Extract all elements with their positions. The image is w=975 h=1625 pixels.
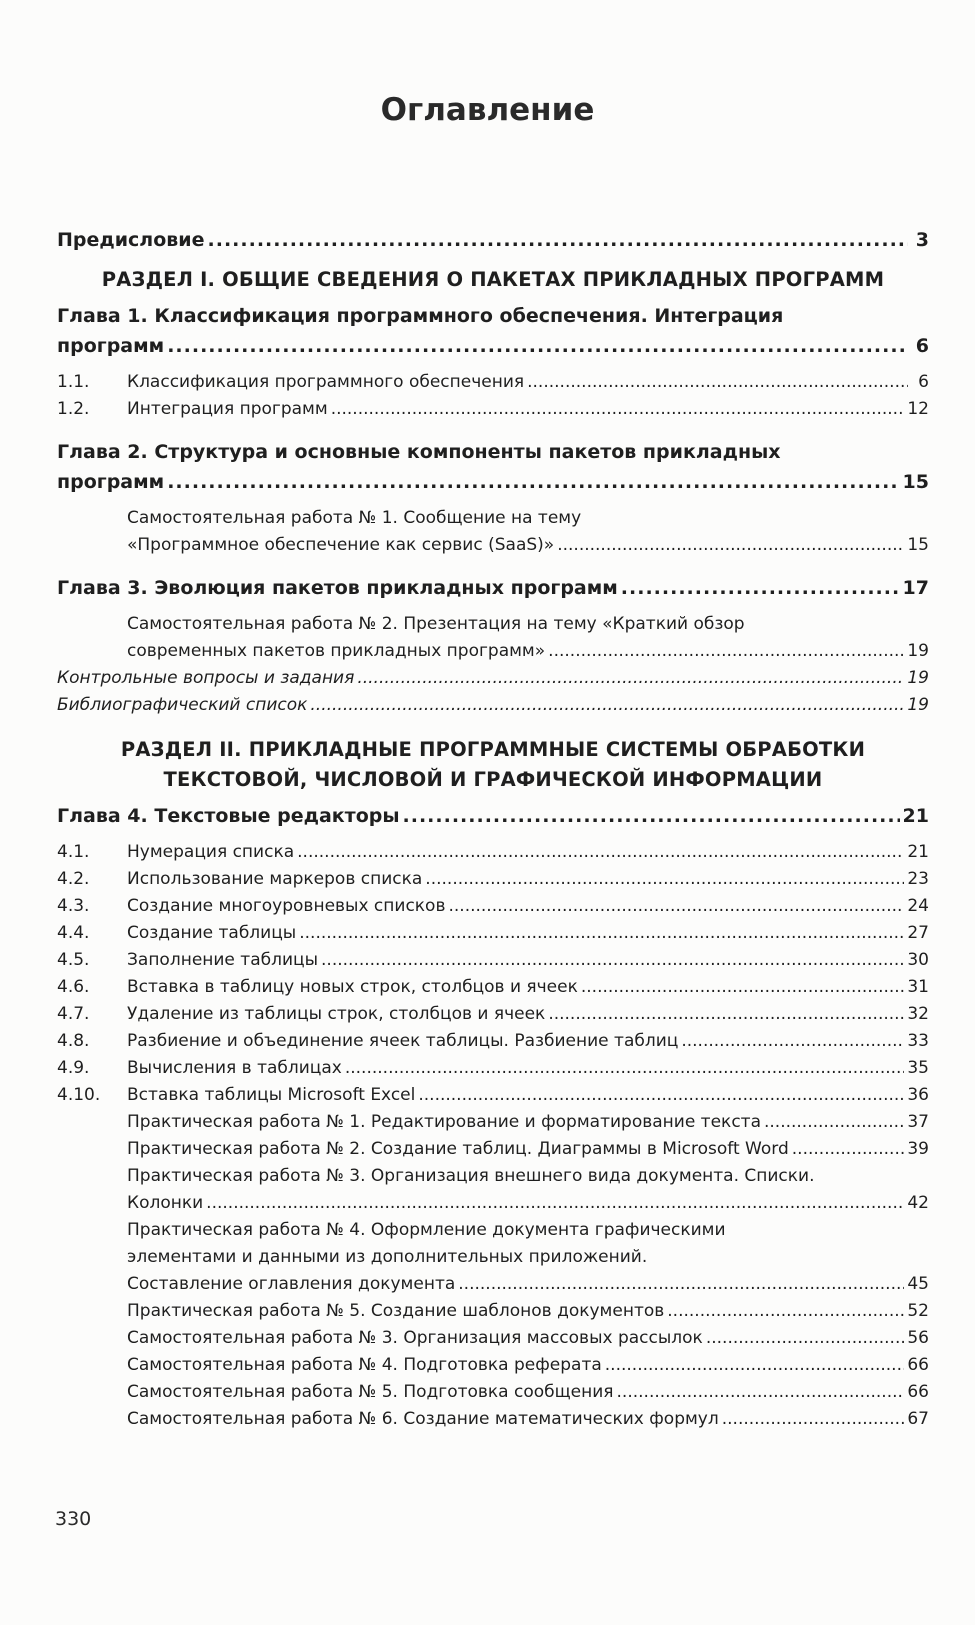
entry-page: 3 [915,229,929,251]
entry-label: Интеграция программ [127,399,328,419]
entry-label: Классификация программного обеспечения [127,372,525,392]
toc-entry-pr4-line2 [57,1244,929,1271]
entry-label: Создание многоуровневых списков [127,896,446,916]
leader-dots [548,638,904,665]
section-heading-2-line1: РАЗДЕЛ II. ПРИКЛАДНЫЕ ПРОГРАММНЫЕ СИСТЕМЫ ОБРАБОТКИ [120,738,866,761]
toc-entry-pr5 [57,1298,929,1325]
leader-dots [581,974,905,1001]
entry-number: 4.1. [57,842,90,862]
entry-number: 4.9. [57,1058,90,1078]
toc-entry-sr5 [57,1379,929,1406]
entry-label: Самостоятельная работа № 2. Презентация на тему «Краткий обзор [127,614,745,634]
leader-dots [357,665,904,692]
toc-entry-sr1-line1 [57,505,929,532]
entry-label: Практическая работа № 1. Редактирование и форматирование текста [127,1112,761,1132]
toc-entry-sr6 [57,1406,929,1433]
section-heading-2-line2: ТЕКСТОВОЙ, ЧИСЛОВОЙ И ГРАФИЧЕСКОЙ ИНФОРМАЦИИ [163,768,823,791]
section-heading-2 [57,735,929,795]
entry-label: Составление оглавления документа [127,1274,456,1294]
entry-number: 4.6. [57,977,90,997]
entry-label: Заполнение таблицы [127,950,319,970]
leader-dots [448,893,904,920]
leader-dots [617,1379,905,1406]
entry-label: Самостоятельная работа № 5. Подготовка сообщения [127,1382,614,1402]
leader-dots [458,1271,904,1298]
toc-entry-questions [57,665,929,692]
leader-dots [331,396,905,423]
toc-entry-pr2 [57,1136,929,1163]
toc-entry-4-5 [57,947,929,974]
toc-entry-4-7 [57,1001,929,1028]
toc-entry-sr1 [57,532,929,559]
entry-page: 19 [907,695,929,715]
toc-entry-pr3 [57,1190,929,1217]
toc-entry-1-2 [57,396,929,423]
entry-label: Вычисления в таблицах [127,1058,342,1078]
entry-page: 32 [907,1004,929,1024]
entry-page: 17 [902,577,929,599]
leader-dots [403,801,900,831]
leader-dots [681,1028,904,1055]
toc-entry-sr2-line1 [57,611,929,638]
entry-page: 6 [918,372,929,392]
entry-number: 1.2. [57,399,90,419]
toc-entry-pr1 [57,1109,929,1136]
toc-entry-4-4 [57,920,929,947]
toc-entry-4-8 [57,1028,929,1055]
toc-entry-sr4 [57,1352,929,1379]
entry-number: 4.7. [57,1004,90,1024]
entry-label: Контрольные вопросы и задания [57,668,355,688]
entry-label: Нумерация списка [127,842,295,862]
chapter-2-line1: Глава 2. Структура и основные компоненты пакетов прикладных [57,441,781,463]
entry-page: 15 [907,535,929,555]
leader-dots [167,467,899,497]
toc-entry-1-1 [57,369,929,396]
entry-label: Колонки [127,1193,204,1213]
page-number: 330 [55,1508,92,1530]
entry-page: 39 [907,1139,929,1159]
entry-label: Практическая работа № 5. Создание шаблонов документов [127,1301,665,1321]
entry-label: Предисловие [57,229,205,251]
entry-label: Глава 3. Эволюция пакетов прикладных программ [57,577,618,599]
entry-page: 45 [907,1274,929,1294]
table-of-contents [57,225,929,1433]
entry-page: 15 [902,471,929,493]
toc-entry-4-1 [57,839,929,866]
entry-number: 4.5. [57,950,90,970]
entry-page: 27 [907,923,929,943]
entry-label: программ [57,335,165,357]
entry-number: 4.8. [57,1031,90,1051]
page-title: Оглавление [380,92,595,128]
entry-label: Практическая работа № 3. Организация внешнего вида документа. Списки. [127,1166,815,1186]
leader-dots [345,1055,905,1082]
entry-label: Самостоятельная работа № 3. Организация массовых рассылок [127,1328,703,1348]
leader-dots [621,573,900,603]
toc-entry-preface [57,225,929,255]
entry-label: современных пакетов прикладных программ» [127,641,546,661]
leader-dots [557,532,904,559]
entry-page: 35 [907,1058,929,1078]
leader-dots [310,692,904,719]
entry-label: программ [57,471,165,493]
leader-dots [764,1109,904,1136]
chapter-1-line1: Глава 1. Классификация программного обеспечения. Интеграция [57,305,784,327]
entry-page: 66 [907,1355,929,1375]
entry-number: 4.4. [57,923,90,943]
leader-dots [722,1406,905,1433]
toc-entry-chapter-2 [57,467,929,497]
entry-page: 19 [907,668,929,688]
entry-label: Самостоятельная работа № 1. Сообщение на тему [127,508,582,528]
entry-number: 1.1. [57,372,90,392]
toc-entry-bibliography [57,692,929,719]
toc-entry-4-6 [57,974,929,1001]
entry-page: 66 [907,1382,929,1402]
entry-label: Самостоятельная работа № 4. Подготовка реферата [127,1355,602,1375]
entry-label: Вставка таблицы Microsoft Excel [127,1085,416,1105]
entry-page: 33 [907,1031,929,1051]
leader-dots [667,1298,904,1325]
entry-label: Разбиение и объединение ячеек таблицы. Разбиение таблиц [127,1031,679,1051]
entry-number: 4.2. [57,869,90,889]
entry-page: 6 [915,335,929,357]
toc-entry-pr3-line1 [57,1163,929,1190]
entry-page: 67 [907,1409,929,1429]
entry-page: 24 [907,896,929,916]
leader-dots [321,947,904,974]
toc-entry-chapter-1 [57,331,929,361]
entry-page: 37 [907,1112,929,1132]
entry-label: Самостоятельная работа № 6. Создание математических формул [127,1409,719,1429]
leader-dots [297,839,904,866]
entry-label: Библиографический список [57,695,308,715]
entry-page: 42 [907,1193,929,1213]
toc-entry-4-3 [57,893,929,920]
leader-dots [425,866,904,893]
entry-label: Удаление из таблицы строк, столбцов и ячеек [127,1004,546,1024]
entry-label: Практическая работа № 2. Создание таблиц. Диаграммы в Microsoft Word [127,1139,789,1159]
toc-entry-chapter-3 [57,573,929,603]
entry-label: Глава 4. Текстовые редакторы [57,805,400,827]
entry-page: 31 [907,977,929,997]
section-heading-1: РАЗДЕЛ I. ОБЩИЕ СВЕДЕНИЯ О ПАКЕТАХ ПРИКЛАДНЫХ ПРОГРАММ [101,268,885,291]
entry-page: 12 [907,399,929,419]
leader-dots [792,1136,905,1163]
entry-number: 4.3. [57,896,90,916]
entry-page: 56 [907,1328,929,1348]
entry-page: 19 [907,641,929,661]
entry-label: Использование маркеров списка [127,869,423,889]
leader-dots [548,1001,904,1028]
entry-page: 21 [902,805,929,827]
toc-entry-pr4-line1 [57,1217,929,1244]
toc-entry-4-2 [57,866,929,893]
entry-number: 4.10. [57,1085,101,1105]
leader-dots [208,225,908,255]
toc-entry-sr3 [57,1325,929,1352]
leader-dots [299,920,904,947]
toc-entry-4-9 [57,1055,929,1082]
leader-dots [605,1352,905,1379]
toc-entry-chapter-4 [57,801,929,831]
entry-page: 36 [907,1085,929,1105]
toc-entry-sr2 [57,638,929,665]
leader-dots [527,369,908,396]
entry-label: элементами и данными из дополнительных приложений. [127,1247,648,1267]
entry-page: 30 [907,950,929,970]
leader-dots [706,1325,905,1352]
entry-page: 21 [907,842,929,862]
entry-label: Создание таблицы [127,923,297,943]
entry-label: Практическая работа № 4. Оформление документа графическими [127,1220,726,1240]
leader-dots [418,1082,904,1109]
entry-page: 23 [907,869,929,889]
entry-page: 52 [907,1301,929,1321]
toc-entry-pr4 [57,1271,929,1298]
entry-label: «Программное обеспечение как сервис (SaaS)» [127,535,555,555]
entry-label: Вставка в таблицу новых строк, столбцов и ячеек [127,977,578,997]
leader-dots [167,331,908,361]
leader-dots [206,1190,904,1217]
toc-entry-4-10 [57,1082,929,1109]
